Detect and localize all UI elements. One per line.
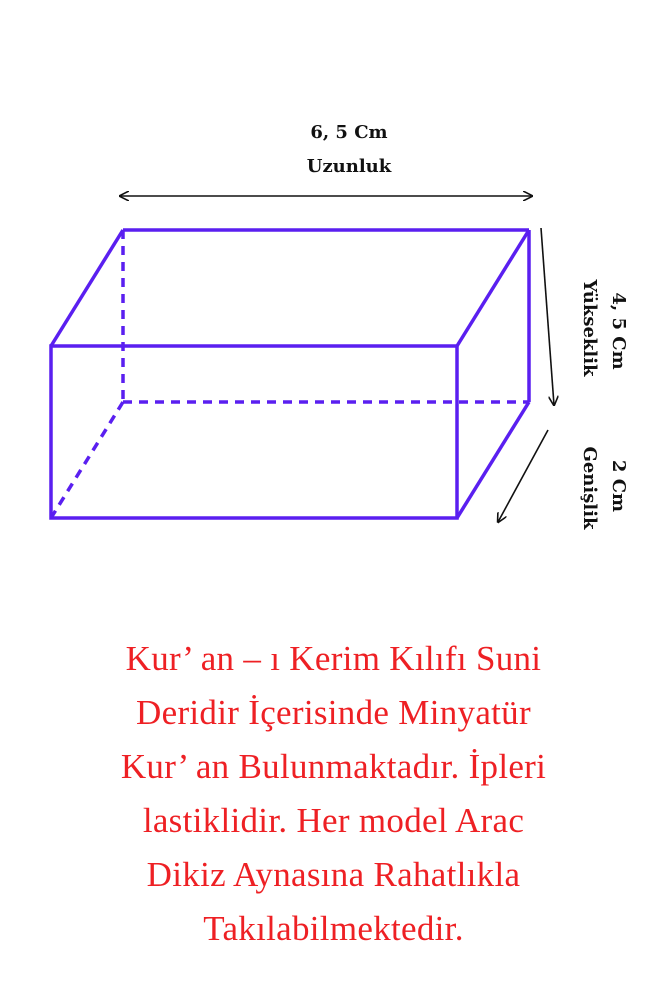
box-top-right-edge bbox=[457, 230, 529, 346]
height-arrow bbox=[541, 228, 554, 405]
box-front-face bbox=[51, 346, 457, 518]
width-value: 2 Cm bbox=[608, 459, 629, 513]
description-line: Takılabilmektedir. bbox=[203, 909, 464, 948]
height-label: Yükseklik bbox=[579, 279, 600, 377]
length-label: Uzunluk bbox=[306, 156, 392, 177]
product-description bbox=[40, 632, 627, 956]
description-line: Dikiz Aynasına Rahatlıkla bbox=[146, 855, 521, 894]
description-line: Deridir İçerisinde Minyatür bbox=[136, 693, 531, 732]
description-line: Kur’ an – ı Kerim Kılıfı Suni bbox=[125, 639, 542, 678]
box-top-left-edge bbox=[51, 230, 123, 346]
width-arrow bbox=[498, 430, 548, 522]
width-label: Genişlik bbox=[579, 446, 600, 530]
length-value: 6, 5 Cm bbox=[310, 122, 388, 143]
box-bottom-right-edge bbox=[457, 402, 529, 518]
height-value: 4, 5 Cm bbox=[608, 292, 629, 370]
description-line: Kur’ an Bulunmaktadır. İpleri bbox=[120, 747, 547, 786]
box-hidden-depth-edge bbox=[51, 402, 123, 518]
description-line: lastiklidir. Her model Arac bbox=[142, 801, 525, 840]
